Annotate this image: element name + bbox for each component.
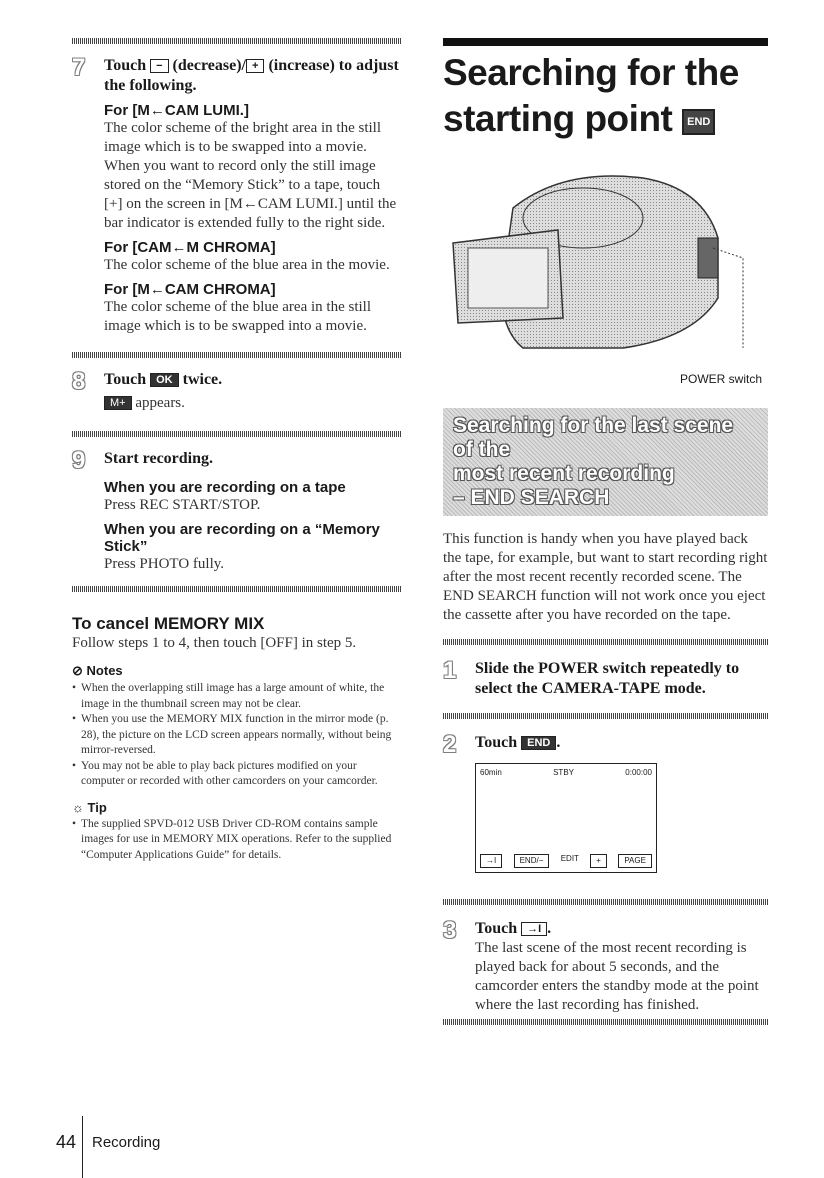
list-item: • The supplied SPVD-012 USB Driver CD-ROM contains sample images for use in MEMORY MIX operations. Refer to the supplied “Computer Applications Guide” for details. <box>72 817 402 864</box>
step-number: 2 <box>443 731 457 758</box>
end-search-icon: END <box>682 109 715 135</box>
divider <box>443 899 768 905</box>
item-text: The color scheme of the blue area in the movie. <box>104 257 390 273</box>
step-title: Touch END . <box>475 734 561 751</box>
plus-icon: + <box>246 59 264 73</box>
step-text: M+ appears. <box>104 394 402 413</box>
step-title: Slide the POWER switch repeatedly to select the CAMERA-TAPE mode. <box>475 660 740 697</box>
cancel-section <box>72 614 402 653</box>
step-number: 1 <box>443 657 457 684</box>
list-item: • When the overlapping still image has a large amount of white, the image in the thumbnail screen may not be clear. <box>72 681 402 712</box>
item-heading: When you are recording on a tape <box>104 479 346 496</box>
step-number: 8 <box>72 368 86 395</box>
step-8 <box>72 370 402 413</box>
step-text: The last scene of the most recent recording is played back for about 5 seconds, and the camcorder enters the standby mode at the point where the last recording has finished. <box>475 940 759 1013</box>
step-title: Touch − (decrease)/ + (increase) to adjust the following. <box>104 57 399 94</box>
step-2 <box>443 733 768 873</box>
lcd-time: 0:00:00 <box>625 768 652 777</box>
section-heading: To cancel MEMORY MIX <box>72 614 265 633</box>
battery-icon: 60min <box>480 768 502 777</box>
page-number: 44 <box>56 1132 77 1152</box>
lcd-screen <box>475 763 657 873</box>
item-heading: For [CAM←M CHROMA] <box>104 239 276 256</box>
notes-heading: ⊘ Notes <box>72 663 123 678</box>
item-text: The color scheme of the blue area in the still image which is to be swapped into a movie. <box>104 299 371 334</box>
notes-section <box>72 663 402 790</box>
section-text: Follow steps 1 to 4, then touch [OFF] in step 5. <box>72 635 357 651</box>
step-9 <box>72 449 402 574</box>
ok-icon: OK <box>150 373 179 387</box>
item-text: The color scheme of the bright area in the still image which is to be swapped into a movie. When you want to record only the still image stored on the “Memory Stick” to a tape, touch [+] on the screen in [M←CAM LUMI.] until the bar indicator is extended fully to the right side. <box>104 120 397 231</box>
edit-label: EDIT <box>560 854 579 863</box>
title-bar <box>443 38 768 46</box>
lightbulb-icon: ☼ <box>72 799 84 815</box>
end-search-icon: →I <box>521 922 547 936</box>
step-3 <box>443 919 768 1015</box>
step-number: 3 <box>443 917 457 944</box>
divider <box>72 38 402 44</box>
tip-list <box>72 817 402 864</box>
intro-text: This function is handy when you have played back the tape, for example, but want to start recording right after the most recent recently recorded scene. The END SEARCH function will not work once you eject the cassette after you have recorded on the tape. <box>443 531 768 623</box>
step-7 <box>72 56 402 336</box>
divider <box>72 586 402 592</box>
page-button[interactable]: PAGE <box>618 854 652 868</box>
item-text: Press REC START/STOP. <box>104 497 261 513</box>
item-heading: For [M←CAM LUMI.] <box>104 102 249 119</box>
divider <box>82 1116 83 1178</box>
section-label: Recording <box>92 1134 161 1151</box>
end-search-icon: END <box>521 736 556 750</box>
minus-icon: − <box>150 59 168 73</box>
step-number: 9 <box>72 447 86 474</box>
plus-button[interactable]: + <box>590 854 607 868</box>
item-text: Press PHOTO fully. <box>104 556 225 572</box>
list-item: • You may not be able to play back pictures modified on your computer or recorded with other camcorders on your camcorder. <box>72 759 402 790</box>
divider <box>443 1019 768 1025</box>
step-number: 7 <box>72 54 86 81</box>
page-title: Searching for the starting point END <box>443 52 739 139</box>
end-minus-button[interactable]: END/− <box>514 854 550 868</box>
step-title: Touch →I . <box>475 920 552 937</box>
power-switch-label: POWER switch <box>679 372 762 386</box>
notes-icon: ⊘ <box>72 663 83 678</box>
divider <box>72 431 402 437</box>
left-column <box>72 38 402 863</box>
list-item: • When you use the MEMORY MIX function in the mirror mode (p. 28), the picture on the LCD screen appears normally, without being mirror-reversed. <box>72 712 402 759</box>
step-title: Touch OK twice. <box>104 371 223 388</box>
tip-heading: ☼ Tip <box>72 799 107 815</box>
tip-section <box>72 800 402 864</box>
lcd-status: STBY <box>553 768 574 777</box>
lcd-status-bar <box>480 768 652 777</box>
memory-mix-icon: M+ <box>104 396 132 410</box>
item-heading: For [M←CAM CHROMA] <box>104 281 276 298</box>
camcorder-icon <box>443 148 768 380</box>
lcd-button-row <box>480 854 652 868</box>
end-search-button[interactable]: →I <box>480 854 502 868</box>
camcorder-illustration <box>443 148 768 386</box>
section-banner: Searching for the last scene of the most recent recording – END SEARCH <box>443 408 768 516</box>
step-title: Start recording. <box>104 450 214 467</box>
divider <box>443 639 768 645</box>
step-1 <box>443 659 768 699</box>
divider <box>72 352 402 358</box>
divider <box>443 713 768 719</box>
item-heading: When you are recording on a “Memory Stick” <box>104 521 380 555</box>
right-column <box>443 38 768 1025</box>
notes-list <box>72 681 402 790</box>
